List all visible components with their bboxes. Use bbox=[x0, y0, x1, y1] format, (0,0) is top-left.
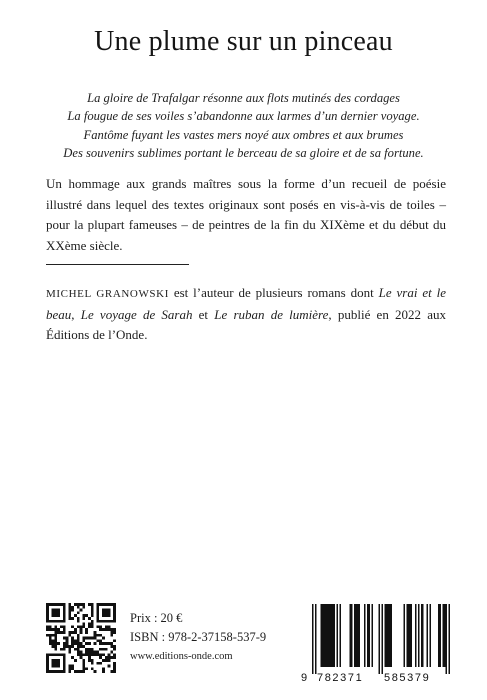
author-bio bbox=[46, 283, 446, 346]
isbn-label: ISBN : 978-2-37158-537-9 bbox=[130, 630, 267, 644]
book-title-ref: Le ruban de lumière bbox=[214, 306, 329, 322]
book-title-ref: Le voyage de Sarah bbox=[80, 306, 193, 322]
poem-line: Des souvenirs sublimes portant le berceau de sa gloire et de sa fortune. bbox=[63, 145, 424, 160]
qr-code bbox=[46, 603, 116, 673]
poem-line: Fantôme fuyant les vastes mers noyé aux ombres et aux brumes bbox=[83, 127, 404, 142]
book-title-ref: Le vrai et le beau bbox=[46, 285, 446, 322]
book-title: Une plume sur un pinceau bbox=[94, 26, 393, 57]
author-name: MICHEL GRANOWSKI bbox=[46, 288, 169, 300]
poem-excerpt bbox=[20, 89, 467, 162]
description-text: Un hommage aux grands maîtres sous la forme d’un recueil de poésie illustré dans lequel des textes originaux sont posés en vis-à-vis de toiles – pour la plupart fameuses – de peintres de la fin du XIXème et du début du XXème siècle. bbox=[46, 176, 446, 253]
barcode-digit-first: 9 bbox=[301, 672, 309, 684]
barcode-digits-right: 585379 bbox=[384, 672, 431, 684]
poem-line: La fougue de ses voiles s’abandonne aux larmes d’un dernier voyage. bbox=[67, 109, 420, 124]
poem-line: La gloire de Trafalgar résonne aux flots mutinés des cordages bbox=[87, 91, 400, 105]
price-label: Prix : 20 € bbox=[130, 611, 183, 625]
book-description bbox=[46, 174, 446, 256]
isbn-barcode bbox=[298, 600, 458, 686]
barcode-digits-left: 782371 bbox=[317, 672, 364, 684]
separator-rule bbox=[46, 264, 189, 265]
bio-text: , bbox=[71, 306, 81, 322]
publisher-website: www.editions-onde.com bbox=[130, 651, 233, 662]
bio-text: et bbox=[192, 306, 215, 322]
bio-text: , publié en 2022 aux Éditions de l’Onde. bbox=[46, 306, 446, 342]
publication-info bbox=[130, 609, 266, 666]
bio-text: est l’auteur de plusieurs romans dont bbox=[168, 285, 379, 300]
